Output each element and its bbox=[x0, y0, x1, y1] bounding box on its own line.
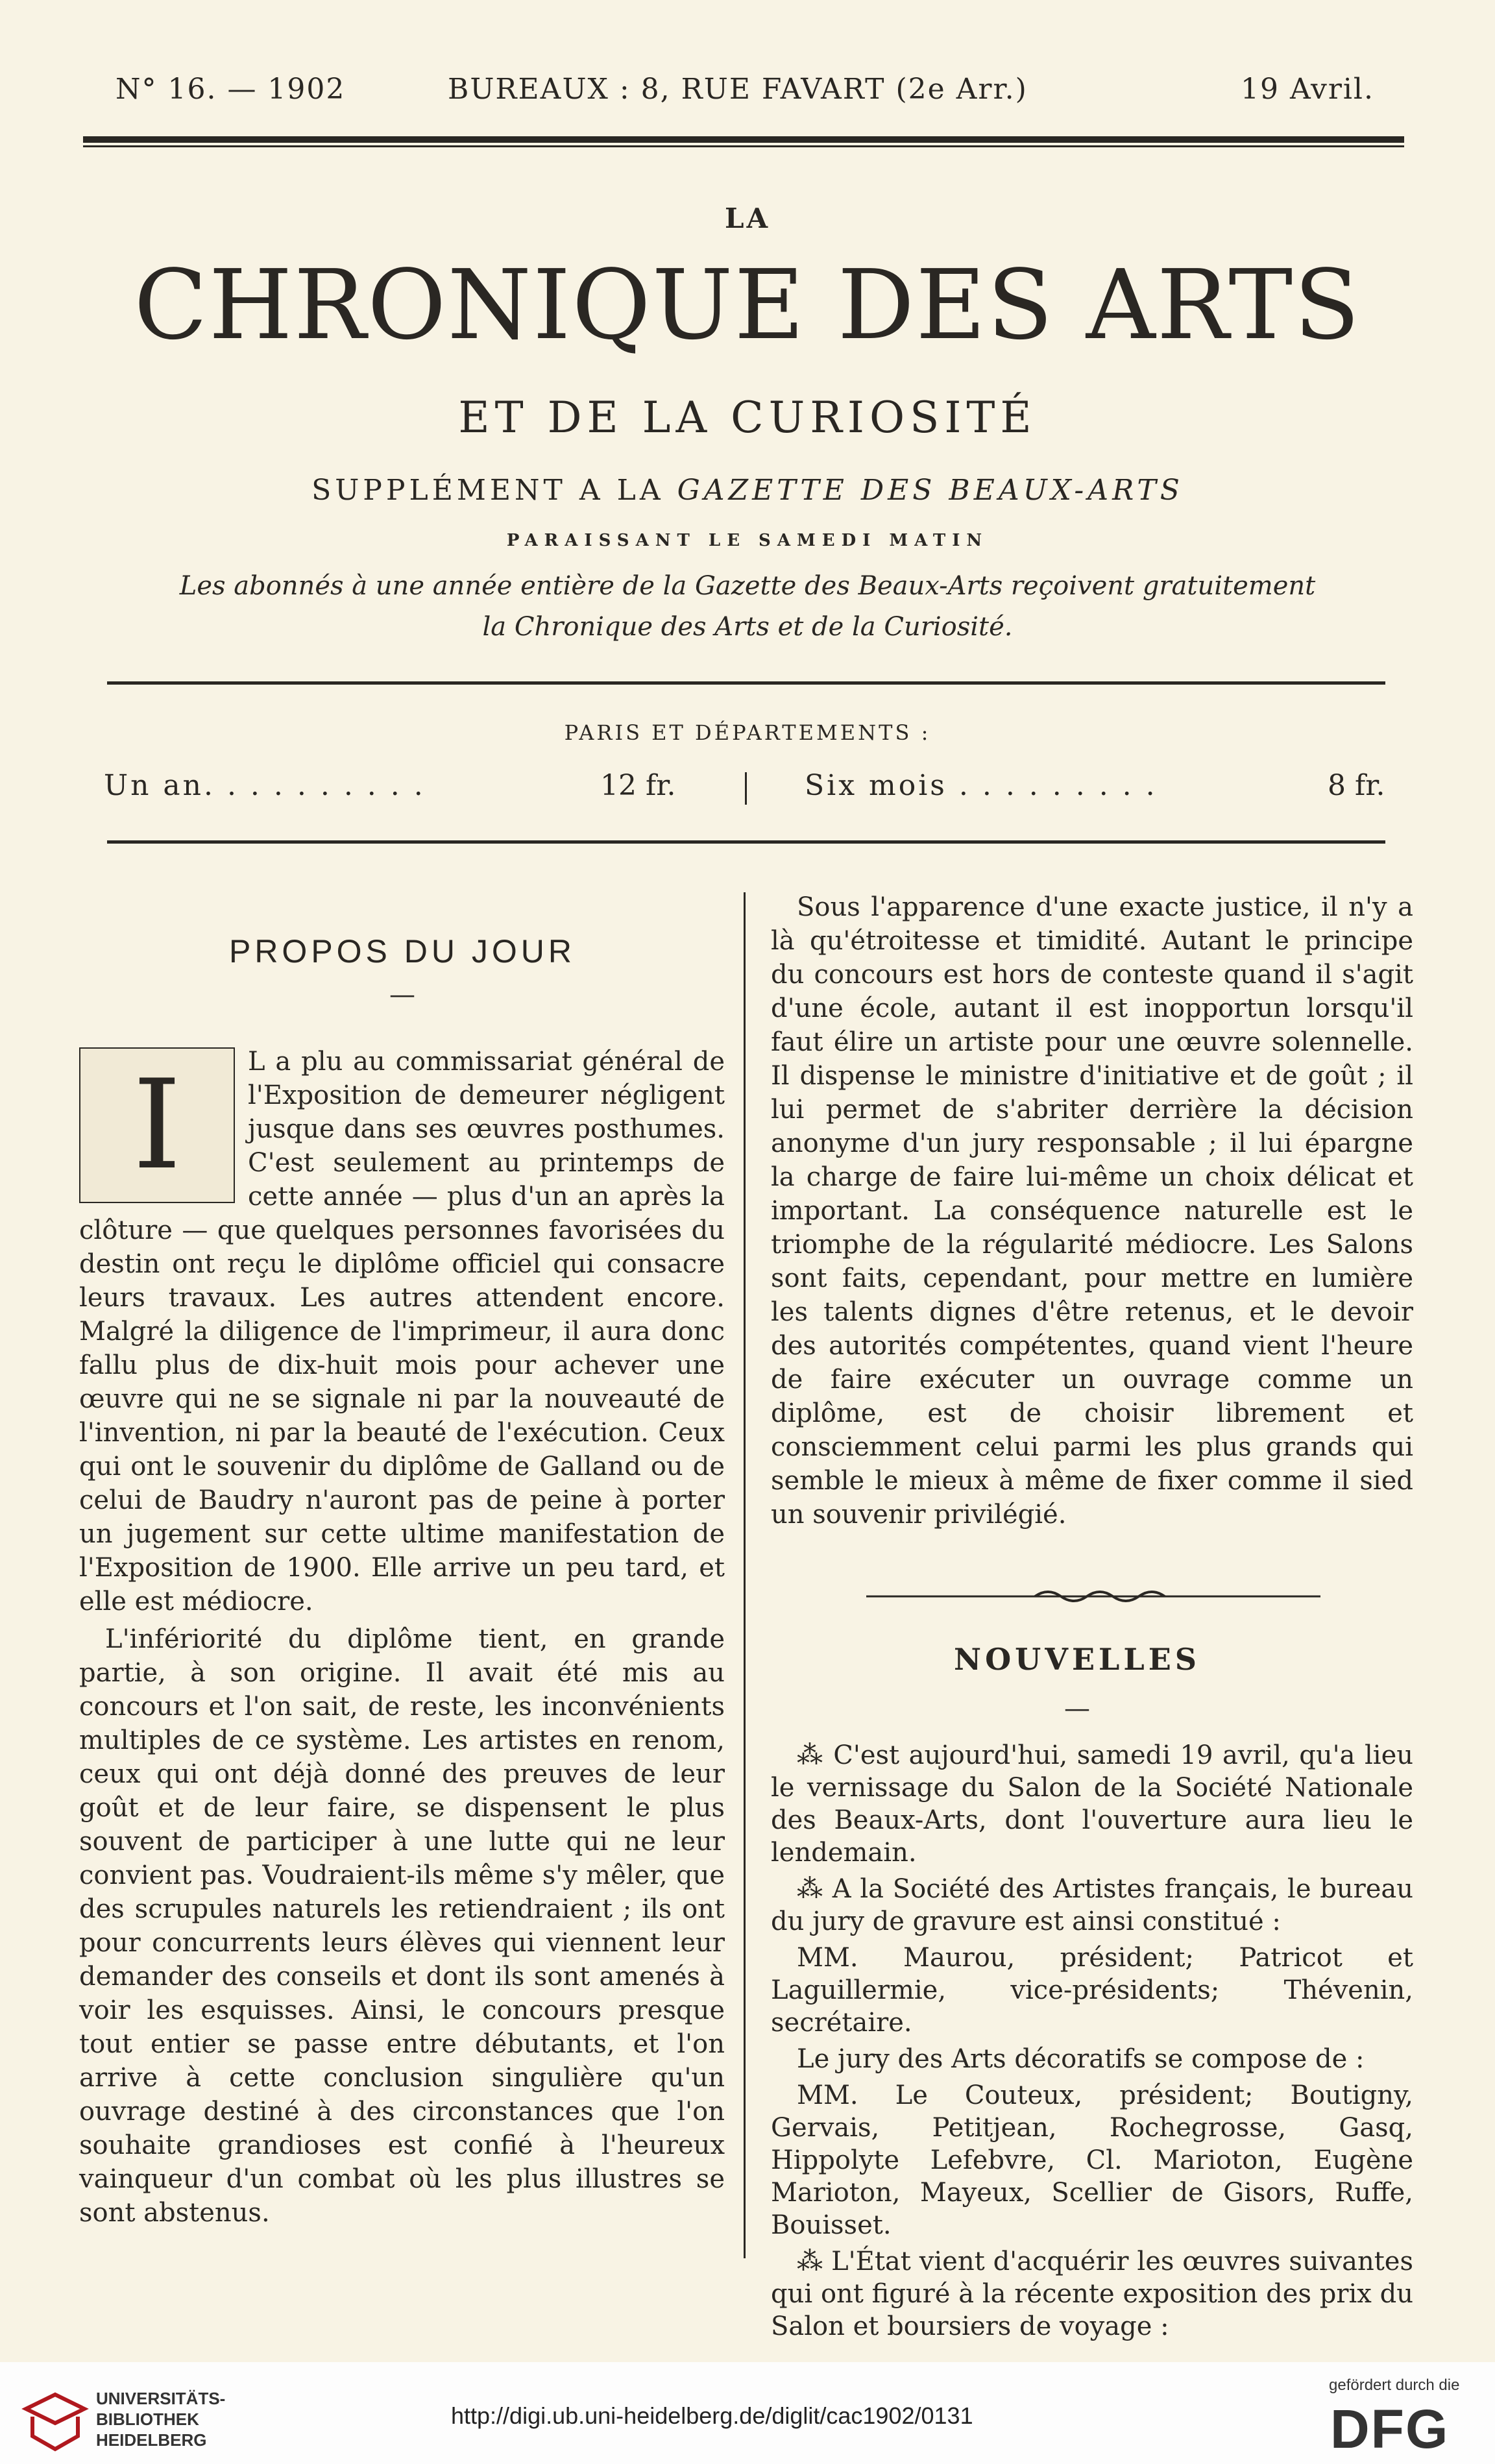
half-year-price: 8 fr. bbox=[1328, 769, 1385, 802]
column-divider bbox=[744, 892, 746, 2258]
supplement-prefix: SUPPLÉMENT A LA bbox=[311, 474, 664, 507]
digitization-footer bbox=[0, 2362, 1495, 2464]
news-item-2: ⁂ A la Société des Artistes français, le bureau du jury de gravure est ainsi constitué : bbox=[771, 1874, 1413, 1936]
news-item-5: MM. Le Couteux, président; Boutigny, Gervais, Petitjean, Rochegrosse, Gasq, Hippolyte Lefebvre, Cl. Marioton, Eugène Marioton, Mayeux, Scellier de Gisors, Ruffe, Bouisset. bbox=[771, 2080, 1413, 2240]
masthead-title: CHRONIQUE DES ARTS bbox=[134, 249, 1361, 361]
header-thick-rule bbox=[83, 136, 1404, 143]
library-line-3: HEIDELBERG bbox=[96, 2430, 207, 2450]
subscriber-note-line2: la Chronique des Arts et de la Curiosité. bbox=[482, 612, 1013, 642]
propos-paragraph-1: L a plu au commissariat général de l'Exposition de demeurer négligent jusque dans ses œuvres posthumes. C'est seulement au printemps de cette année — plus d'un an après la clôture — que quelques personnes favorisées du destin ont reçu le diplôme officiel qui consacre leurs travaux. Les autres attendent encore. Malgré la diligence de l'imprimeur, il aura donc fallu plus de dix-huit mois pour achever une œuvre qui ne se signale ni par la nouveauté de l'invention, ni par la beauté de l'exécution. Ceux qui ont le souvenir du diplôme de Galland ou de celui de Baudry n'auront pas de peine à porter un jugement sur cette ultime manifestation de l'Exposition de 1900. Elle arrive un peu tard, et elle est médiocre. bbox=[79, 1047, 725, 1616]
propos-paragraph-2: L'infériorité du diplôme tient, en grande partie, à son origine. Il avait été mis au concours et l'on sait, de reste, les inconvénients multiples de ce système. Les artistes en renom, ceux qui ont déjà donné des preuves de leur goût et de leur faire, se dispensent le plus souvent de participer à une lutte qui ne leur convient pas. Voudraient-ils même s'y mêler, que des scrupules naturels les retiendraient ; ils ont pour concurrents leurs élèves qui viennent leur demander des conseils et dont ils sont amenés à voir les esquisses. Ainsi, le concours presque tout entier se passe entre débutants, et l'on arrive à cette conclusion singulière qu'un ouvrage destiné à des circonstances que l'on souhaite grandioses est confié à l'heureux vainqueur d'un combat où les plus illustres se sont abstenus. bbox=[79, 1624, 725, 2228]
ornamental-divider bbox=[866, 1583, 1320, 1609]
propos-paragraph-3: Sous l'apparence d'une exacte justice, il n'y a là qu'étroitesse et timidité. Autant le principe du concours est hors de conteste quand il s'agit d'une école, autant il est inopportun lorsqu'il faut élire un artiste pour une œuvre solennelle. Il dispense le ministre d'initiative et de goût ; il lui permet de s'abriter derrière la décision anonyme d'un jury responsable ; il lui épargne la charge de faire lui-même un choix délicat et important. La conséquence naturelle est le triomphe de la régularité médiocre. Les Salons sont faits, cependant, pour mettre en lumière les talents dignes d'être retenus, et le devoir des autorités compétentes, quand vient l'heure de faire exécuter un ouvrage comme un diplôme, est de choisir librement et consciemment celui parmi les plus grands qui semble le mieux à même de fixer comme il sied un souvenir privilégié. bbox=[771, 892, 1413, 1530]
bureaux-address: BUREAUX : 8, RUE FAVART (2e Arr.) bbox=[448, 73, 1028, 106]
dfg-logo: DFG bbox=[1330, 2398, 1450, 2459]
nouvelles-text bbox=[771, 1739, 1413, 2341]
pricing-rule bbox=[107, 840, 1385, 844]
library-line-2: BIBLIOTHEK bbox=[96, 2409, 199, 2429]
news-item-6: ⁂ L'État vient d'acquérir les œuvres suivantes qui ont figuré à la récente exposition des prix du Salon et boursiers de voyage : bbox=[771, 2247, 1413, 2341]
funding-note: gefördert durch die bbox=[1329, 2376, 1460, 2394]
subscriber-note-line1: Les abonnés à une année entière de la Gazette des Beaux-Arts reçoivent gratuitement bbox=[179, 571, 1316, 601]
half-year-label: Six mois . . . . . . . . . bbox=[805, 769, 1158, 802]
news-item-4: Le jury des Arts décoratifs se compose de : bbox=[797, 2044, 1365, 2074]
propos-text bbox=[79, 1045, 725, 2265]
nouvelles-heading: NOUVELLES bbox=[954, 1642, 1200, 1677]
pricing-heading: PARIS ET DÉPARTEMENTS : bbox=[564, 720, 931, 745]
masthead-la: LA bbox=[724, 202, 771, 234]
news-item-1: ⁂ C'est aujourd'hui, samedi 19 avril, qu'a lieu le vernissage du Salon de la Société Nationale des Beaux-Arts, dont l'ouverture aura lieu le lendemain. bbox=[771, 1740, 1413, 1868]
library-name bbox=[96, 2388, 225, 2450]
ornamental-dropcap: I bbox=[79, 1047, 235, 1203]
propos-continuation bbox=[771, 890, 1413, 1565]
issue-number: N° 16. — 1902 bbox=[115, 73, 346, 106]
nouvelles-dash: — bbox=[1064, 1694, 1090, 1724]
annual-label: Un an. . . . . . . . . . bbox=[104, 769, 426, 802]
pricing-divider bbox=[745, 772, 747, 805]
supplement-line bbox=[0, 474, 1495, 507]
university-library-logo-icon bbox=[19, 2389, 91, 2454]
library-line-1: UNIVERSITÄTS- bbox=[96, 2389, 226, 2408]
propos-heading: PROPOS DU JOUR bbox=[228, 933, 576, 970]
supplement-gazette: GAZETTE DES BEAUX-ARTS bbox=[677, 474, 1184, 507]
masthead-rule bbox=[107, 681, 1385, 685]
header-thin-rule bbox=[83, 145, 1404, 147]
masthead-subtitle: ET DE LA CURIOSITÉ bbox=[458, 393, 1037, 443]
frequency-line: PARAISSANT LE SAMEDI MATIN bbox=[506, 531, 989, 550]
source-url-link[interactable]: http://digi.ub.uni-heidelberg.de/diglit/cac1902/0131 bbox=[451, 2402, 973, 2429]
annual-price: 12 fr. bbox=[600, 769, 676, 802]
news-item-3: MM. Maurou, président; Patricot et Laguillermie, vice-présidents; Thévenin, secrétaire. bbox=[771, 1943, 1413, 2038]
issue-date: 19 Avril. bbox=[1241, 73, 1374, 106]
propos-dash: — bbox=[389, 980, 415, 1010]
